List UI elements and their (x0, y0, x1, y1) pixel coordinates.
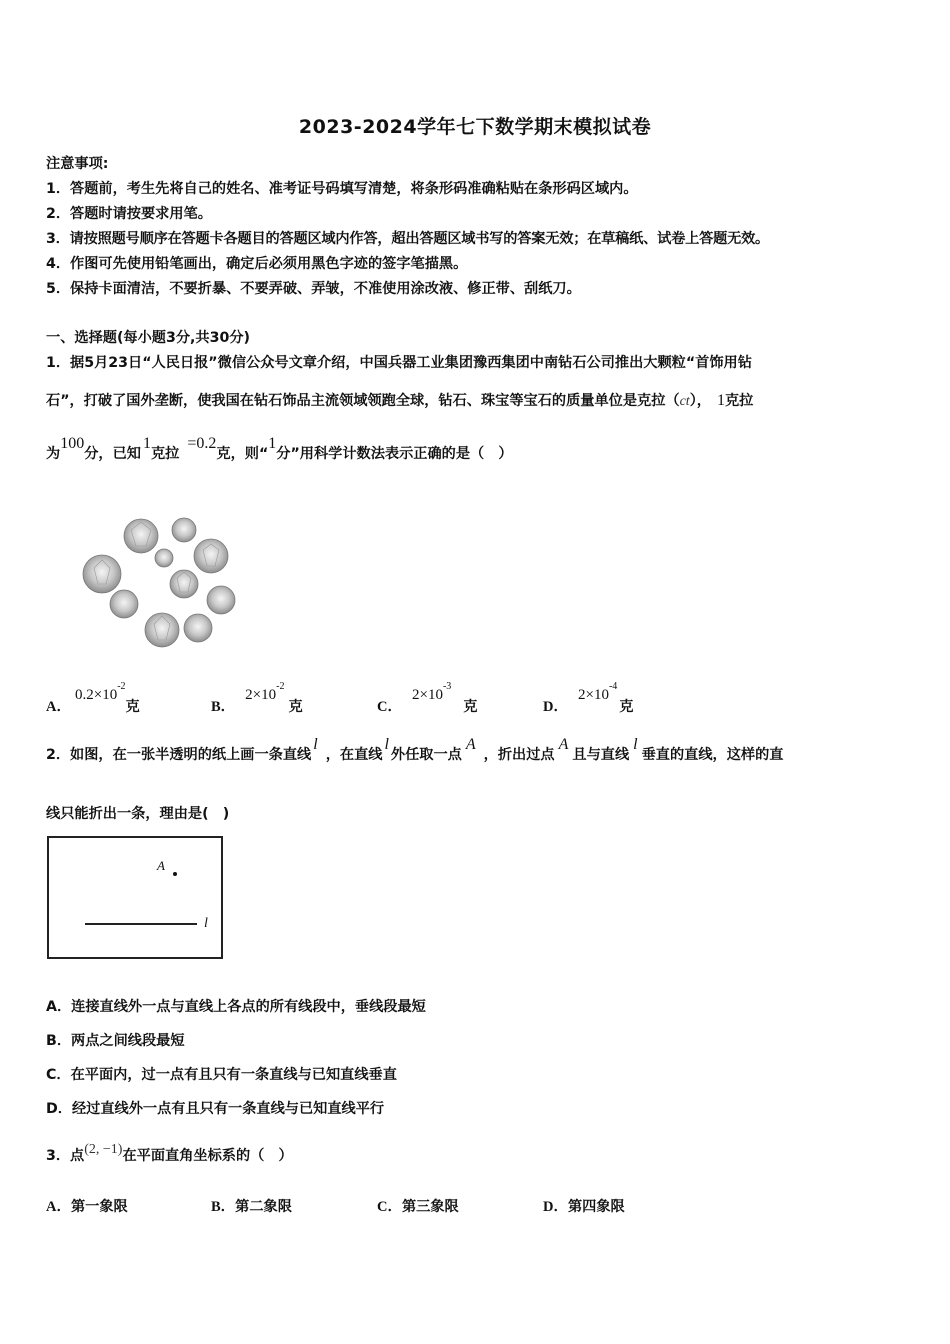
option-exp: -2 (117, 681, 126, 692)
figure-point-label: A (157, 858, 165, 873)
q2-var-a: A (558, 736, 569, 753)
option-label: B． (211, 1199, 236, 1215)
option-label: D． (543, 1199, 568, 1215)
option-label: A． (46, 1199, 71, 1215)
q1-line3-text: 分”用科学计数法表示正确的是（ ） (276, 446, 513, 462)
q1-option-b[interactable] (211, 681, 303, 715)
q2-option-a[interactable]: A．连接直线外一点与直线上各点的所有线段中，垂线段最短 (46, 999, 426, 1015)
option-label: A． (46, 699, 71, 715)
q1-line3 (46, 435, 513, 463)
q3-option-a[interactable] (46, 1195, 128, 1216)
notice-item: 1．答题前，考生先将自己的姓名、准考证号码填写清楚，将条形码准确粘贴在条形码区域内。 (46, 181, 638, 197)
q3-stem (46, 1142, 293, 1165)
option-text: 第三象限 (401, 1199, 459, 1215)
notice-item: 2．答题时请按要求用笔。 (46, 206, 212, 222)
option-coef: 2×10 (245, 687, 277, 703)
q2-text: 外任取一点 (390, 747, 462, 763)
q2-var-a: A (465, 736, 476, 753)
option-label: C． (377, 699, 402, 715)
q1-line3-text: 克拉 (150, 446, 180, 462)
q1-option-a[interactable] (46, 681, 140, 715)
q2-text: 且与直线 (572, 747, 630, 763)
q2-option-d[interactable]: D．经过直线外一点有且只有一条直线与已知直线平行 (46, 1101, 385, 1117)
figure-line (85, 923, 197, 925)
q2-text: ，折出过点 (483, 747, 555, 763)
q2-option-b[interactable]: B．两点之间线段最短 (46, 1033, 185, 1049)
q1-one-c: 1 (268, 435, 277, 452)
q2-var-l: l (313, 736, 318, 753)
option-unit: 克 (288, 699, 303, 715)
option-unit: 克 (463, 699, 478, 715)
notice-heading: 注意事项: (46, 156, 109, 172)
q2-var-l: l (384, 736, 389, 753)
q1-option-c[interactable] (377, 681, 478, 715)
option-text: 第一象限 (70, 1199, 128, 1215)
page-title: 2023-2024学年七下数学期末模拟试卷 (298, 116, 652, 138)
option-label: B． (211, 699, 236, 715)
q1-unit: ct (679, 394, 690, 409)
option-text: 第四象限 (567, 1199, 625, 1215)
diamonds-image (76, 508, 246, 658)
q2-option-c[interactable]: C．在平面内，过一点有且只有一条直线与已知直线垂直 (46, 1067, 397, 1083)
figure-point-dot (173, 872, 177, 876)
figure-line-label: l (204, 916, 208, 931)
q1-option-d[interactable] (543, 681, 634, 715)
q1-line2 (46, 390, 753, 410)
q1-line3-text: 为 (46, 446, 61, 462)
q1-one-b: 1 (142, 435, 151, 452)
q2-line1 (46, 736, 784, 764)
diamond-cluster (83, 518, 235, 647)
q1-one: 1 (716, 392, 725, 409)
notice-item: 5．保持卡面清洁，不要折暴、不要弄破、弄皱，不准使用涂改液、修正带、刮纸刀。 (46, 281, 581, 297)
q1-hundred: 100 (60, 435, 85, 452)
q3-option-b[interactable] (211, 1195, 292, 1216)
q2-var-l: l (633, 736, 638, 753)
section-heading: 一、选择题(每小题3分,共30分) (46, 330, 251, 346)
option-label: C． (377, 1199, 402, 1215)
notice-item: 3．请按照题号顺序在答题卡各题目的答题区域内作答，超出答题区域书写的答案无效；在草稿纸、试卷上答题无效。 (46, 231, 770, 247)
q1-line3-text: 分，已知 (84, 446, 141, 462)
q1-line2-text: ）， (689, 393, 711, 409)
q1-line2-text: 克拉 (724, 393, 754, 409)
option-unit: 克 (619, 699, 634, 715)
option-text: 第二象限 (235, 1199, 292, 1215)
q3-point: (2, −1) (84, 1142, 123, 1157)
q2-figure (47, 836, 223, 959)
option-coef: 2×10 (411, 687, 443, 703)
q1-line1: 1．据5月23日“人民日报”微信公众号文章介绍，中国兵器工业集团豫西集团中南钻石公司推出大颗粒“首饰用钻 (46, 355, 752, 371)
q2-text: 垂直的直线，这样的直 (641, 747, 784, 763)
q2-text: ，在直线 (325, 747, 383, 763)
option-exp: -3 (442, 681, 452, 692)
option-exp: -2 (276, 681, 285, 692)
q2-line2: 线只能折出一条，理由是( ) (46, 806, 230, 822)
option-unit: 克 (125, 699, 140, 715)
q1-eq: =0.2 (187, 435, 217, 452)
q1-line3-text: 克，则“ (216, 446, 269, 462)
option-coef: 0.2×10 (74, 687, 118, 703)
q1-line2-text: 石”，打破了国外垄断，使我国在钻石饰品主流领域领跑全球，钻石、珠宝等宝石的质量单位是克拉（ (46, 393, 680, 409)
q3-text: 3．点 (46, 1148, 85, 1164)
notice-item: 4．作图可先使用铅笔画出，确定后必须用黑色字迹的签字笔描黑。 (46, 256, 468, 272)
q2-text: 2．如图，在一张半透明的纸上画一条直线 (46, 747, 312, 763)
q3-text: 在平面直角坐标系的（ ） (122, 1148, 293, 1164)
option-label: D． (543, 699, 568, 715)
option-exp: -4 (608, 681, 618, 692)
q3-option-c[interactable] (377, 1195, 459, 1216)
option-coef: 2×10 (577, 687, 609, 703)
q3-option-d[interactable] (543, 1195, 625, 1216)
